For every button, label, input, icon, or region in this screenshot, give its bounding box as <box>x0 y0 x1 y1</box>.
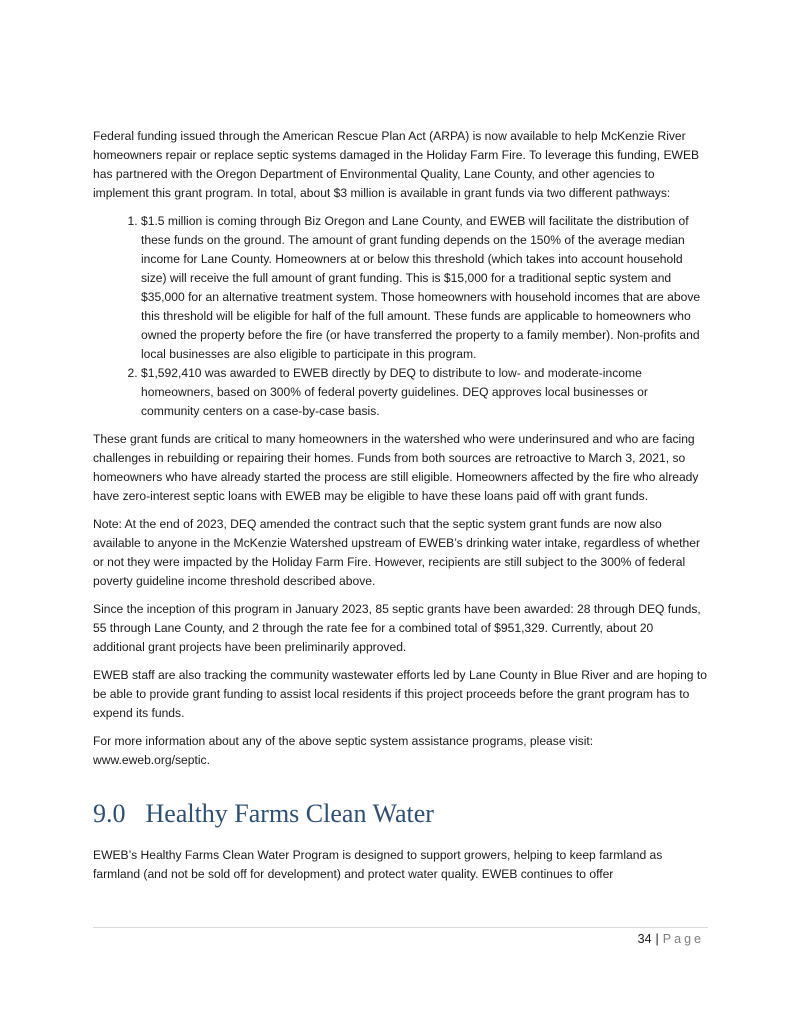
list-item-biz-oregon: 1. $1.5 million is coming through Biz Oregon and Lane County, and EWEB will facilitate the distribution of these funds on the ground. The amount of grant funding depends on the 150% of the average median income for Lane County. Homeowners at or below this threshold (which takes into account household size) will receive the full amount of grant funding. This is $15,000 for a traditional septic system and $35,000 for an alternative treatment system. Those homeowners with household incomes that are above this threshold will be eligible for half of the full amount. These funds are applicable to homeowners who owned the property before the fire (or have transferred the property to a family member). Non-profits and local businesses are also eligible to participate in this program. <box>141 212 708 364</box>
section-number: 9.0 <box>93 799 126 828</box>
footer-divider <box>93 927 708 928</box>
page-number: 34 <box>637 932 652 946</box>
funding-pathways-list <box>93 212 708 421</box>
paragraph-wastewater-efforts: EWEB staff are also tracking the community wastewater efforts led by Lane County in Blue River and are hoping to be able to provide grant funding to assist local residents if this project proceeds before the grant program has to expend its funds. <box>93 668 707 720</box>
page-footer <box>638 930 704 948</box>
section-title: Healthy Farms Clean Water <box>145 799 434 828</box>
paragraph-grant-importance: These grant funds are critical to many homeowners in the watershed who were underinsured and who are facing challenges in rebuilding or repairing their homes. Funds from both sources are retroactive to March 3, 2021, so homeowners who have already started the process are still eligible. Homeowners affected by the fire who already have zero-interest septic loans with EWEB may be eligible to have these loans paid off with grant funds. <box>93 432 699 503</box>
footer-separator: | <box>655 932 659 946</box>
paragraph-more-info: For more information about any of the above septic system assistance programs, please visit: www.eweb.org/septic. <box>93 734 594 767</box>
paragraph-healthy-farms: EWEB’s Healthy Farms Clean Water Program is designed to support growers, helping to keep farmland as farmland (and not be sold off for development) and protect water quality. EWEB continues to offer <box>93 848 663 881</box>
section-heading <box>93 798 708 830</box>
page-word: Page <box>662 932 704 946</box>
paragraph-note-amendment: Note: At the end of 2023, DEQ amended the contract such that the septic system grant funds are now also available to anyone in the McKenzie Watershed upstream of EWEB’s drinking water intake, regardless of whether or not they were impacted by the Holiday Farm Fire. However, recipients are still subject to the 300% of federal poverty guideline income threshold described above. <box>93 517 701 588</box>
paragraph-arpa-intro: Federal funding issued through the American Rescue Plan Act (ARPA) is now available to help McKenzie River homeowners repair or replace septic systems damaged in the Holiday Farm Fire. To leverage this funding, EWEB has partnered with the Oregon Department of Environmental Quality, Lane County, and other agencies to implement this grant program. In total, about $3 million is available in grant funds via two different pathways: <box>93 129 700 200</box>
paragraph-program-stats: Since the inception of this program in January 2023, 85 septic grants have been awarded: 28 through DEQ funds, 55 through Lane County, and 2 through the rate fee for a combined total of $951,329. Currently, about 20 additional grant projects have been preliminarily approved. <box>93 602 701 654</box>
page-content <box>93 127 708 893</box>
list-item-deq: 2. $1,592,410 was awarded to EWEB directly by DEQ to distribute to low- and moderate-income homeowners, based on 300% of federal poverty guidelines. DEQ approves local businesses or community centers on a case-by-case basis. <box>141 364 708 421</box>
